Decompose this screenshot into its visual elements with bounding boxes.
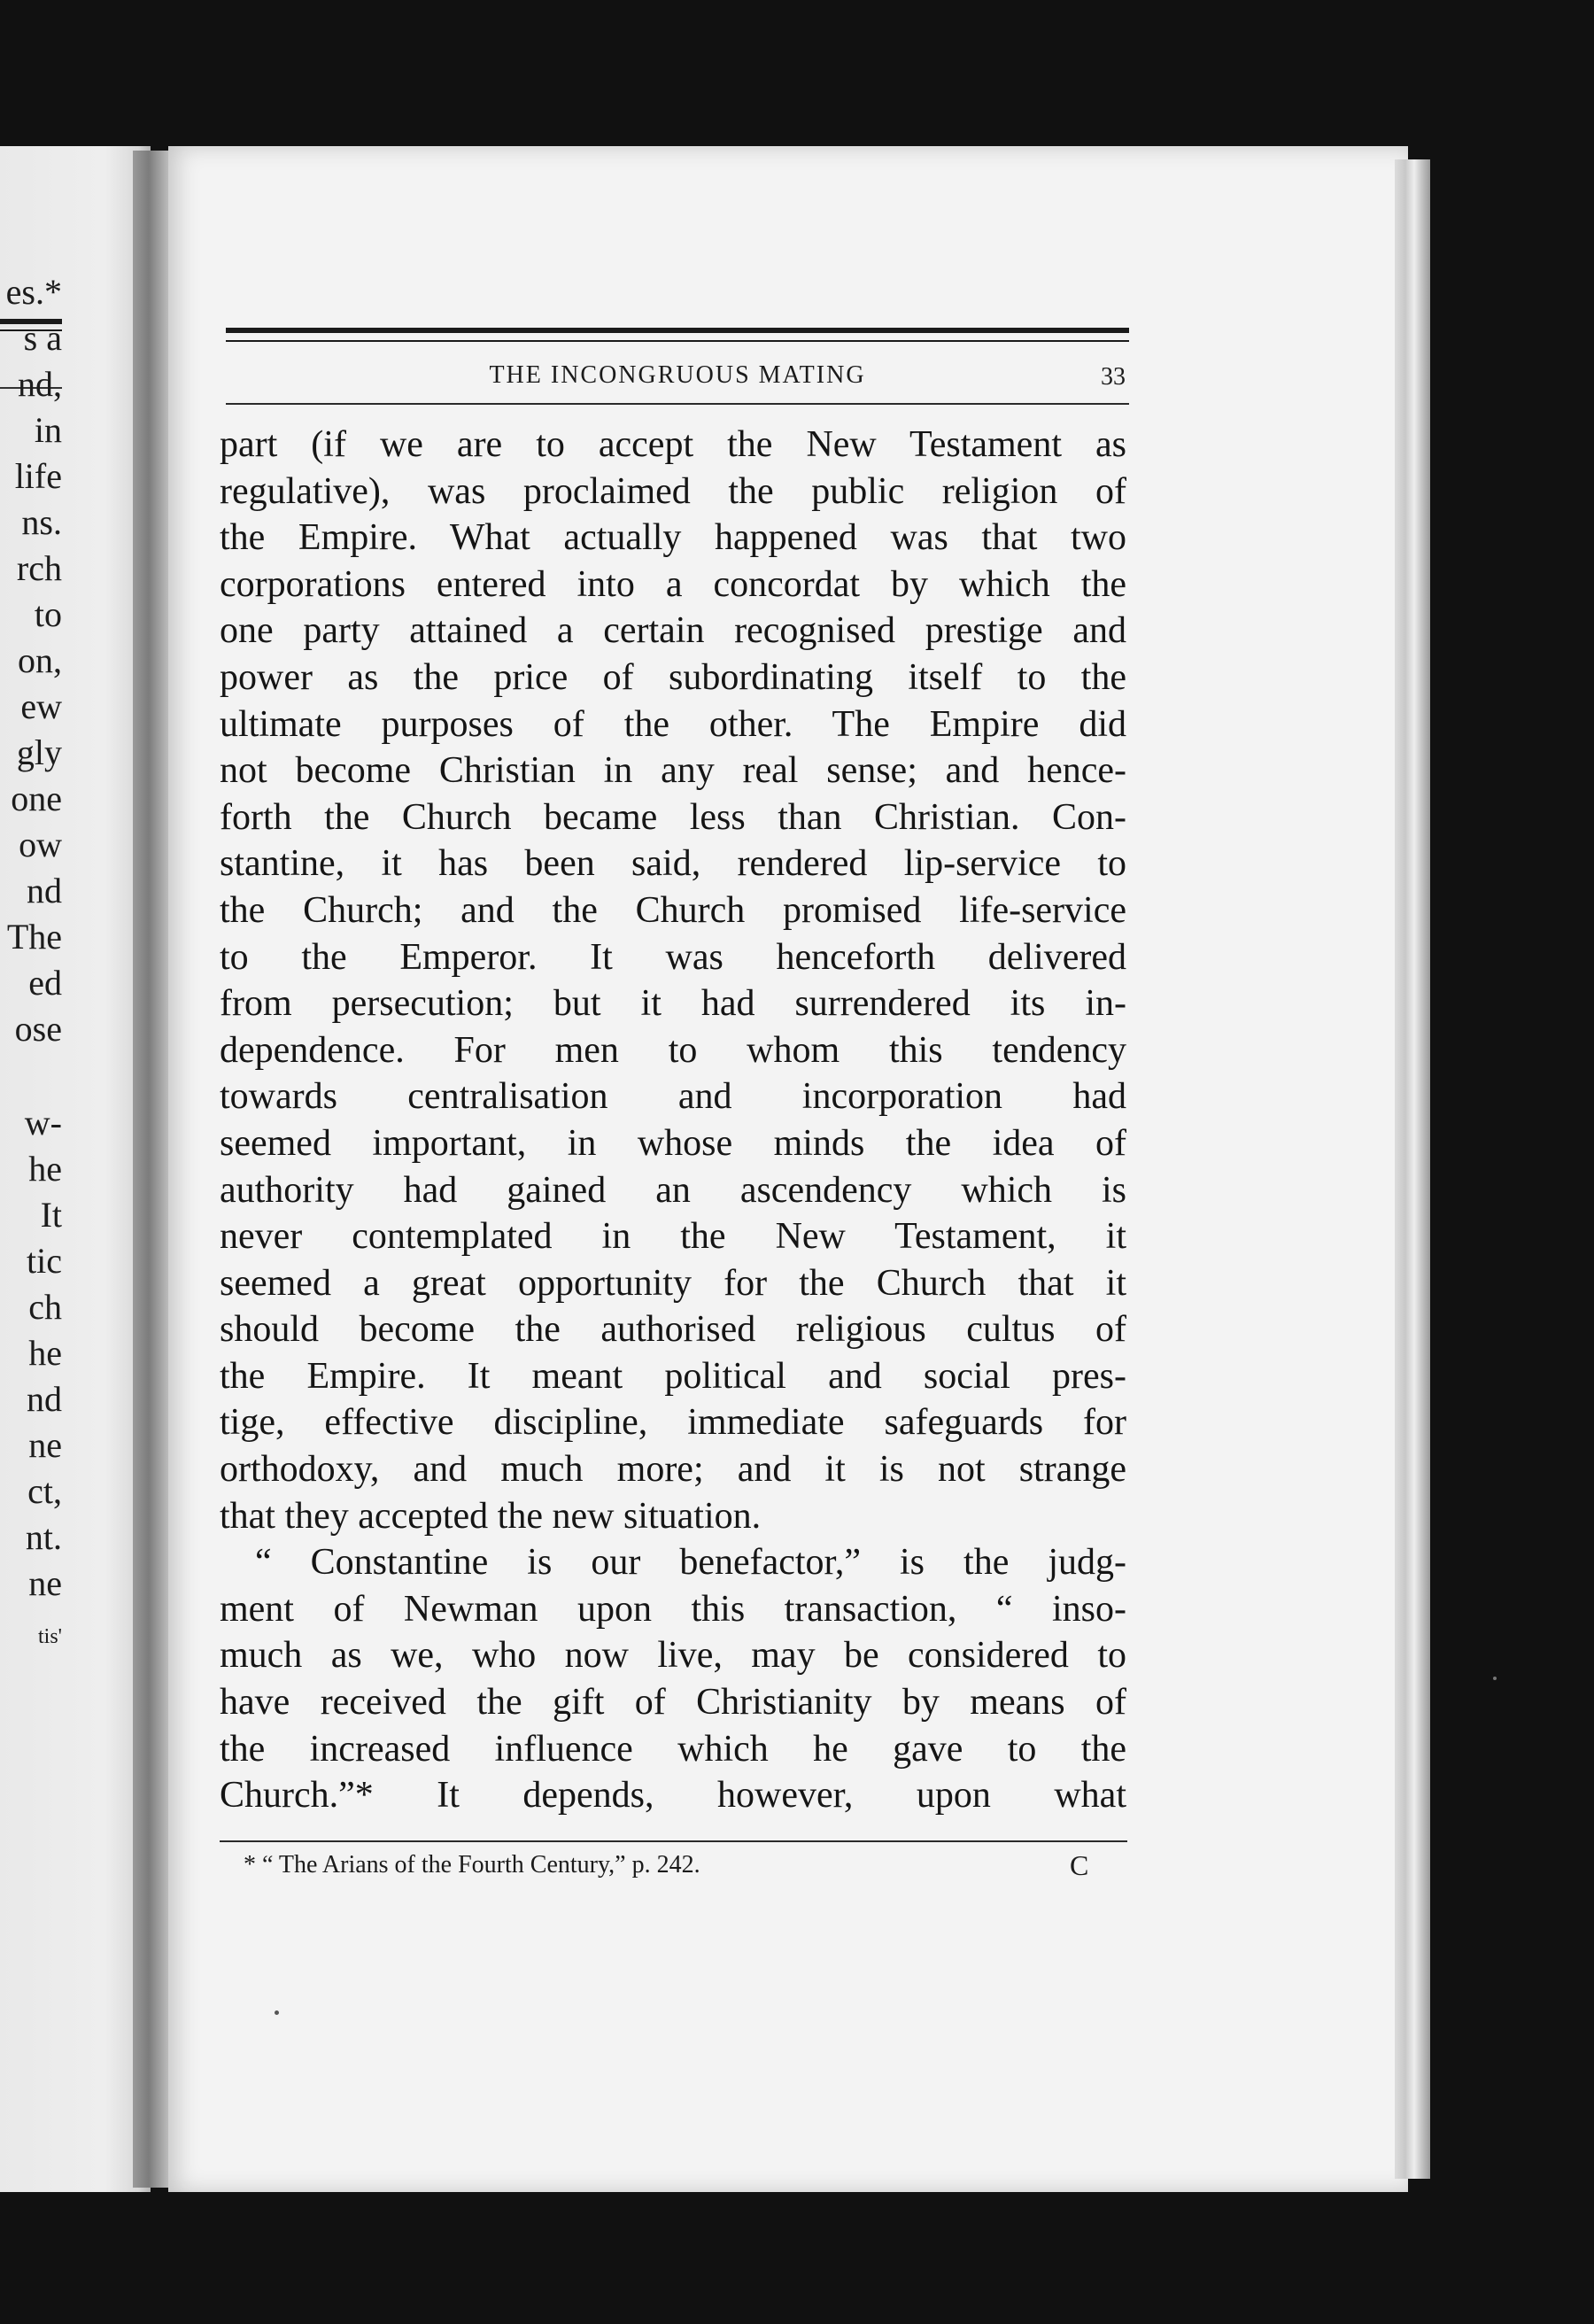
text-line: forth the Church became less than Christian. Con- bbox=[220, 796, 1126, 838]
text-line: corporations entered into a concordat by which the bbox=[220, 563, 1126, 605]
text-line: seemed a great opportunity for the Church that it bbox=[220, 1262, 1126, 1304]
left-page-fragment: s a bbox=[23, 318, 62, 358]
left-page-fragment: nd bbox=[27, 871, 62, 910]
left-page-fragment: tic bbox=[27, 1241, 62, 1281]
text-line: stantine, it has been said, rendered lip-service to bbox=[220, 843, 1126, 885]
header-rule-thick bbox=[226, 328, 1129, 333]
running-title: THE INCONGRUOUS MATING bbox=[489, 361, 866, 389]
paper-speck bbox=[1493, 1677, 1497, 1680]
left-page-fragment: w- bbox=[24, 1103, 62, 1143]
left-facing-page bbox=[0, 146, 151, 2192]
left-page-fragment: tis' bbox=[38, 1625, 62, 1648]
left-page-fragment: ns. bbox=[21, 502, 62, 542]
page-edge bbox=[1395, 159, 1430, 2179]
text-line: regulative), was proclaimed the public religion of bbox=[220, 470, 1126, 512]
text-line: to the Emperor. It was henceforth delivered bbox=[220, 936, 1126, 978]
footnote: * “ The Arians of the Fourth Century,” p. 242. bbox=[244, 1851, 700, 1879]
paper-speck bbox=[275, 2010, 279, 2015]
left-page-fragment: The bbox=[6, 917, 62, 957]
left-page-fragment: nt. bbox=[25, 1517, 62, 1557]
left-page-fragment: on, bbox=[18, 640, 62, 680]
footnote-rule bbox=[220, 1840, 1127, 1842]
left-page-fragment: nd bbox=[27, 1379, 62, 1419]
left-page-fragment: ct, bbox=[27, 1471, 62, 1511]
left-page-fragment: ne bbox=[28, 1563, 62, 1603]
body-text bbox=[220, 422, 1126, 1819]
text-line: orthodoxy, and much more; and it is not strange bbox=[220, 1449, 1126, 1491]
text-line: the Empire. What actually happened was that two bbox=[220, 517, 1126, 559]
text-line: not become Christian in any real sense; and hence- bbox=[220, 750, 1126, 792]
text-line: the increased influence which he gave to the bbox=[220, 1728, 1126, 1770]
left-page-fragment: ed bbox=[28, 963, 62, 1003]
left-page-fragment: to bbox=[34, 594, 62, 634]
left-page-fragment: It bbox=[40, 1195, 62, 1235]
left-page-fragment: gly bbox=[16, 732, 62, 772]
left-page-fragment: he bbox=[28, 1149, 62, 1189]
left-page-fragment: nd, bbox=[18, 364, 62, 404]
left-page-fragment: ch bbox=[28, 1287, 62, 1327]
left-page-fragment: in bbox=[34, 410, 62, 450]
text-line: the Empire. It meant political and social pres- bbox=[220, 1355, 1126, 1397]
left-page-fragment: ne bbox=[28, 1425, 62, 1465]
text-line: towards centralisation and incorporation had bbox=[220, 1076, 1126, 1118]
signature-mark: C bbox=[1070, 1849, 1089, 1881]
text-line: authority had gained an ascendency which is bbox=[220, 1169, 1126, 1211]
text-line: that they accepted the new situation. bbox=[220, 1495, 762, 1537]
running-head-underline bbox=[226, 403, 1129, 405]
text-line: “ Constantine is our benefactor,” is the judg- bbox=[255, 1542, 1126, 1584]
text-line: much as we, who now live, may be considered to bbox=[220, 1635, 1126, 1677]
left-page-fragment: es.* bbox=[5, 272, 62, 312]
text-line: should become the authorised religious cultus of bbox=[220, 1309, 1126, 1351]
text-line: never contemplated in the New Testament, it bbox=[220, 1216, 1126, 1258]
text-line: dependence. For men to whom this tendency bbox=[220, 1029, 1126, 1071]
text-line: the Church; and the Church promised life-service bbox=[220, 889, 1126, 931]
left-page-fragment: rch bbox=[16, 548, 62, 588]
text-line: power as the price of subordinating itself to the bbox=[220, 656, 1126, 698]
text-line: ultimate purposes of the other. The Empire did bbox=[220, 703, 1126, 745]
left-page-fragment: one bbox=[11, 779, 62, 818]
page-number: 33 bbox=[1101, 363, 1126, 391]
left-page-fragment: life bbox=[14, 456, 62, 496]
left-page-fragment: ose bbox=[14, 1009, 62, 1049]
text-line: part (if we are to accept the New Testament as bbox=[220, 424, 1126, 465]
running-head bbox=[226, 358, 1129, 397]
left-page-fragment: he bbox=[28, 1333, 62, 1373]
text-line: seemed important, in whose minds the idea of bbox=[220, 1122, 1126, 1164]
text-line: ment of Newman upon this transaction, “ inso- bbox=[220, 1588, 1126, 1630]
text-line: tige, effective discipline, immediate safeguards for bbox=[220, 1402, 1126, 1444]
text-line: Church.”* It depends, however, upon what bbox=[220, 1775, 1126, 1817]
text-line: have received the gift of Christianity by means of bbox=[220, 1682, 1126, 1724]
text-line: from persecution; but it had surrendered its in- bbox=[220, 983, 1126, 1025]
left-page-fragment: ow bbox=[19, 825, 62, 864]
left-page-fragment: ew bbox=[20, 686, 62, 726]
text-line: one party attained a certain recognised prestige and bbox=[220, 610, 1126, 652]
header-rule-thin bbox=[226, 340, 1129, 342]
